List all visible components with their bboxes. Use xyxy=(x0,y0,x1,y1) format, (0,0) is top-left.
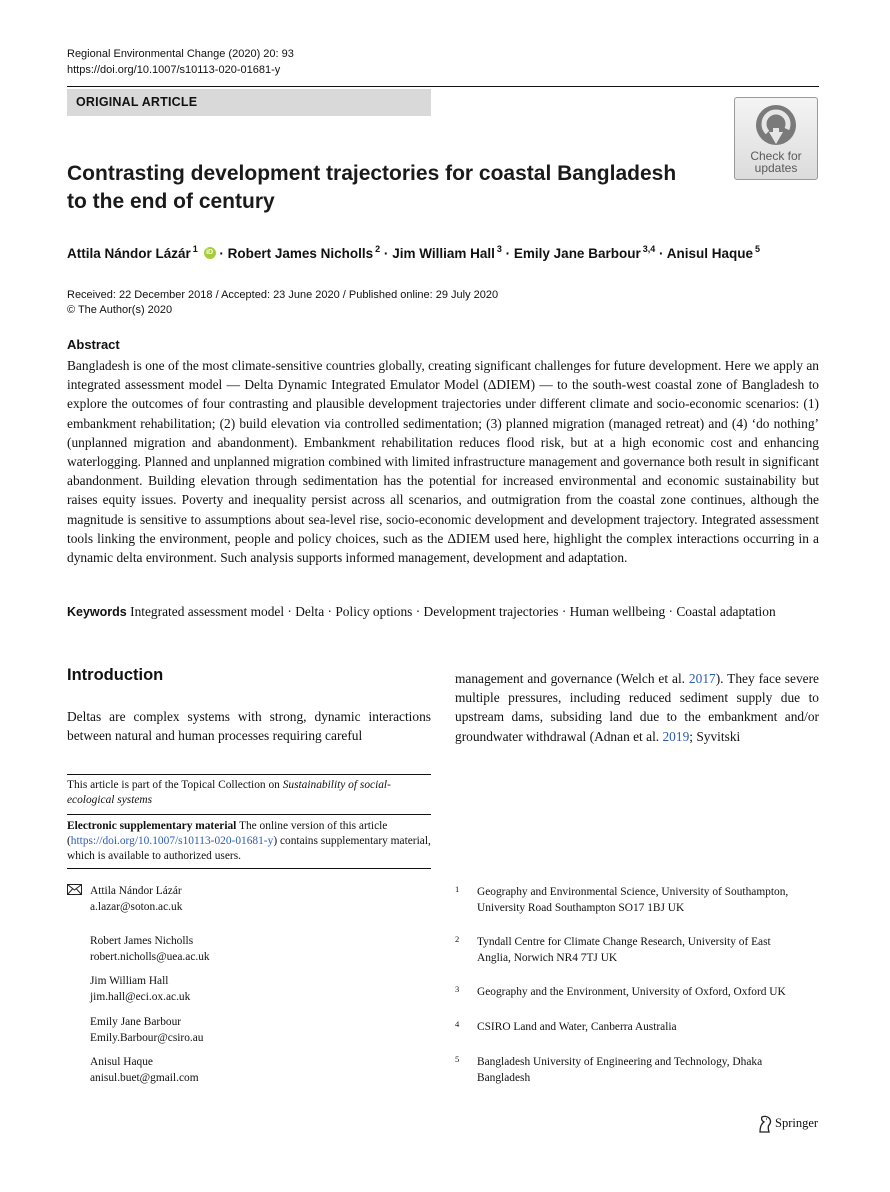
doi-link[interactable]: https://doi.org/10.1007/s10113-020-01681-y xyxy=(67,64,281,76)
author-name[interactable]: Robert James Nicholls xyxy=(227,246,374,261)
author-name[interactable]: Jim William Hall xyxy=(392,246,495,261)
author-separator: · xyxy=(505,246,511,261)
contact-entry xyxy=(90,1015,204,1046)
contact-email[interactable]: a.lazar@soton.ac.uk xyxy=(90,900,183,913)
header-rule xyxy=(67,86,819,87)
affiliation-text: Bangladesh University of Engineering and Technology, Dhaka Bangladesh xyxy=(477,1056,763,1084)
affiliation-number: 1 xyxy=(455,884,460,894)
contact-entry xyxy=(90,974,190,1005)
topical-collection-note: This article is part of the Topical Collection on Sustainability of social-ecological systems xyxy=(67,779,391,806)
contact-entry xyxy=(90,884,182,915)
author-list xyxy=(67,239,827,264)
citation-link[interactable]: 2017 xyxy=(688,671,716,686)
affiliation-text: Tyndall Centre for Climate Change Research, University of East Anglia, Norwich NR4 7TJ UK xyxy=(477,936,771,964)
contact-email[interactable]: anisul.buet@gmail.com xyxy=(90,1071,199,1084)
author-name[interactable]: Attila Nándor Lázár xyxy=(67,246,191,261)
received-accepted-published: Received: 22 December 2018 / Accepted: 23 June 2020 / Published online: 29 July 2020 xyxy=(67,289,499,301)
contact-name: Emily Jane Barbour xyxy=(90,1016,182,1028)
journal-citation: Regional Environmental Change (2020) 20: 93 xyxy=(67,48,294,60)
envelope-icon xyxy=(67,884,82,895)
check-for-updates-badge[interactable] xyxy=(734,97,818,180)
introduction-left-column: Deltas are complex systems with strong, dynamic interactions between natural and human processes requiring careful xyxy=(67,709,431,744)
introduction-heading: Introduction xyxy=(67,666,164,684)
author-name[interactable]: Anisul Haque xyxy=(666,246,753,261)
copyright-line: © The Author(s) 2020 xyxy=(67,304,173,316)
abstract-heading: Abstract xyxy=(67,337,120,352)
contact-name: Robert James Nicholls xyxy=(90,935,194,947)
publisher-name: Springer xyxy=(775,1116,819,1130)
introduction-right-column: management and governance (Welch et al. 2017). They face severe multiple pressures, including reduced sediment supply due to upstream dams, subsiding land due to the embankment and/or groundwater withdrawal (Adnan et al. 2019; Syvitski xyxy=(455,671,819,744)
notes-bottom-rule xyxy=(67,868,431,869)
author-affiliation-mark: 2 xyxy=(375,244,381,254)
contact-email[interactable]: Emily.Barbour@csiro.au xyxy=(90,1031,204,1044)
supplementary-material-note: Electronic supplementary material The online version of this article (https://doi.org/10.1007/s10113-020-01681-y) contains supplementary material, which is available to authorized users. xyxy=(67,820,431,862)
affiliation-number: 2 xyxy=(455,934,460,944)
keywords-label: Keywords xyxy=(67,605,127,619)
author-affiliation-mark: 3,4 xyxy=(642,244,656,254)
contact-email[interactable]: robert.nicholls@uea.ac.uk xyxy=(90,950,210,963)
journal-header xyxy=(67,46,294,78)
article-title: Contrasting development trajectories for coastal Bangladesh to the end of century xyxy=(67,162,677,213)
springer-horse-icon xyxy=(757,1115,773,1133)
notes-mid-rule xyxy=(67,814,431,815)
author-affiliation-mark: 3 xyxy=(496,244,502,254)
contact-entry xyxy=(90,934,210,965)
author-separator: · xyxy=(383,246,389,261)
abstract-text: Bangladesh is one of the most climate-sensitive countries globally, creating significant challenges for future development. Here we apply an integrated assessment model — Delta Dynamic Integrated Emulator Model (ΔDIEM) — to the south-west coastal zone of Bangladesh to explore the outcomes of four contrasting and plausible development trajectories under different climate and socio-economic scenarios: (1) embankment rehabilitation; (2) build elevation via controlled sedimentation; (3) planned migration (managed retreat) and (4) ‘do nothing’ (unplanned migration and abandonment). Embankment rehabilitation reduces flood risk, but at a high economic cost and enhancing waterlogging. Planned and unplanned migration combined with limited infrastructure management and governance both result in significant abandonment. Building elevation through sedimentation has the potential for increased environmental and economic sustainability but raises equity issues. Poverty and inequality persist across all scenarios, and outmigration from the coastal zone continues, although the magnitude is sensitive to assumptions about sea-level rise, socio-economic development and development trajectory. Integrated assessment tools linking the environment, people and policy choices, such as the ΔDIEM used here, highlight the complex interactions occurring in a dynamic delta environment. Such analysis supports informed management, development and adaptation. xyxy=(67,358,819,566)
contact-entry xyxy=(90,1055,199,1086)
article-type-banner: ORIGINAL ARTICLE xyxy=(67,89,431,116)
affiliation-number: 4 xyxy=(455,1019,460,1029)
affiliation-text: Geography and Environmental Science, University of Southampton, University Road Southampton SO17 1BJ UK xyxy=(477,886,789,914)
supplementary-link[interactable]: https://doi.org/10.1007/s10113-020-01681-y xyxy=(70,835,274,847)
author-affiliation-mark: 1 xyxy=(192,244,198,254)
contact-name: Anisul Haque xyxy=(90,1056,153,1068)
publication-dates xyxy=(67,288,498,318)
check-for-updates-label: Check for updates xyxy=(750,149,802,175)
contact-name: Attila Nándor Lázár xyxy=(90,885,182,897)
author-separator: · xyxy=(219,246,224,261)
springer-logo xyxy=(757,1114,823,1134)
affiliation-number: 3 xyxy=(455,984,460,994)
affiliation-number: 5 xyxy=(455,1054,460,1064)
keywords xyxy=(67,602,819,622)
orcid-icon[interactable]: iD xyxy=(204,247,216,259)
author-name[interactable]: Emily Jane Barbour xyxy=(513,246,641,261)
keywords-text: Integrated assessment model · Delta · Policy options · Development trajectories · Human wellbeing · Coastal adaptation xyxy=(130,604,776,619)
notes-top-rule xyxy=(67,774,431,775)
affiliation-text: Geography and the Environment, University of Oxford, Oxford UK xyxy=(477,986,786,998)
contact-email[interactable]: jim.hall@eci.ox.ac.uk xyxy=(90,990,191,1003)
author-separator: · xyxy=(658,246,664,261)
affiliation-text: CSIRO Land and Water, Canberra Australia xyxy=(477,1021,677,1033)
contact-name: Jim William Hall xyxy=(90,975,169,987)
citation-link[interactable]: 2019 xyxy=(662,728,690,744)
author-affiliation-mark: 5 xyxy=(755,244,761,254)
check-for-updates-icon xyxy=(735,98,817,152)
